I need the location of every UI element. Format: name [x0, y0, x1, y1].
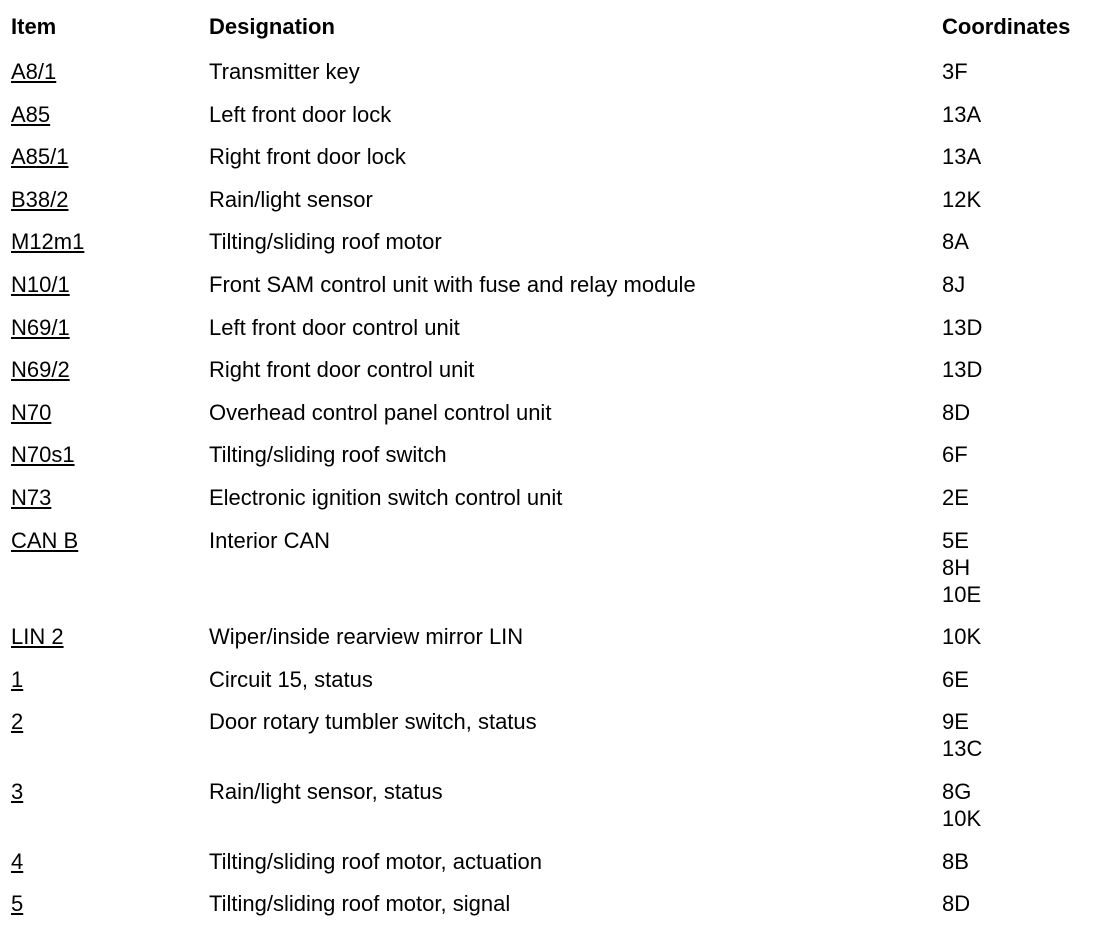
- coordinates-cell: [942, 666, 969, 693]
- coordinate-value: 3F: [942, 59, 968, 84]
- item-link[interactable]: A85: [11, 101, 51, 127]
- item-link[interactable]: 1: [11, 666, 24, 692]
- designation-text: Tilting/sliding roof motor, actuation: [209, 848, 543, 874]
- item-link[interactable]: N70: [11, 399, 52, 425]
- coordinates-cell: [942, 143, 981, 170]
- item-link[interactable]: M12m1: [11, 229, 85, 255]
- coordinates-cell: [942, 314, 982, 341]
- coordinates-cell: [942, 623, 981, 650]
- coordinate-value: 13A: [942, 101, 982, 127]
- item-link[interactable]: N73: [11, 485, 52, 510]
- designation-text: Front SAM control unit with fuse and relay module: [209, 272, 696, 297]
- item-link[interactable]: A8/1: [11, 59, 57, 84]
- designation-text: Left front door lock: [209, 101, 392, 127]
- designation-text: Tilting/sliding roof switch: [209, 442, 447, 468]
- designation-text: Tilting/sliding roof motor, signal: [209, 891, 511, 917]
- coordinate-value: 6F: [942, 442, 968, 468]
- coordinates-cell: [942, 441, 968, 468]
- coordinate-value: 6E: [942, 666, 969, 692]
- designation-text: Wiper/inside rearview mirror LIN: [209, 624, 524, 650]
- coordinate-value: 10K: [942, 806, 982, 831]
- coordinate-value: 8J: [942, 272, 966, 297]
- item-link[interactable]: B38/2: [11, 186, 69, 212]
- designation-text: Right front door lock: [209, 144, 406, 170]
- coordinates-cell: [942, 228, 969, 255]
- designation-text: Left front door control unit: [209, 314, 460, 340]
- coordinate-value: 2E: [942, 485, 969, 510]
- coordinates-cell: [942, 527, 981, 608]
- coordinates-cell: [942, 399, 970, 426]
- item-link[interactable]: N10/1: [11, 272, 70, 297]
- item-link[interactable]: 3: [11, 779, 24, 804]
- coordinate-value: 13D: [942, 314, 983, 340]
- coordinate-value: 10K: [942, 624, 982, 650]
- designation-text: Overhead control panel control unit: [209, 399, 552, 425]
- coordinate-value: 8D: [942, 891, 971, 917]
- coordinate-value: 12K: [942, 186, 982, 212]
- item-link[interactable]: N69/1: [11, 314, 70, 340]
- coordinates-cell: [942, 356, 982, 383]
- item-link[interactable]: N69/2: [11, 357, 70, 383]
- coordinate-value: 13D: [942, 357, 983, 383]
- coordinates-cell: [942, 890, 970, 917]
- designation-text: Transmitter key: [209, 59, 360, 84]
- coordinates-cell: [942, 271, 965, 298]
- coordinate-value: 8H: [942, 554, 971, 580]
- item-link[interactable]: N70s1: [11, 442, 75, 468]
- item-link[interactable]: 4: [11, 848, 24, 874]
- coordinate-value: 8D: [942, 399, 971, 425]
- coordinate-value: 10E: [942, 581, 982, 607]
- header-designation: Designation: [209, 14, 335, 39]
- coordinate-value: 9E: [942, 709, 969, 735]
- designation-text: Rain/light sensor: [209, 186, 373, 212]
- item-link[interactable]: A85/1: [11, 144, 69, 170]
- coordinates-cell: [942, 101, 981, 128]
- designation-text: Rain/light sensor, status: [209, 779, 443, 804]
- item-link[interactable]: 5: [11, 891, 24, 917]
- coordinates-cell: [942, 708, 982, 762]
- coordinates-cell: [942, 58, 968, 85]
- coordinates-cell: [942, 484, 969, 511]
- coordinate-value: 8G: [942, 779, 972, 804]
- designation-text: Circuit 15, status: [209, 666, 373, 692]
- coordinates-cell: [942, 848, 969, 875]
- item-link[interactable]: CAN B: [11, 527, 79, 553]
- coordinate-value: 13A: [942, 144, 982, 170]
- designation-text: Electronic ignition switch control unit: [209, 485, 563, 510]
- header-item: Item: [11, 14, 57, 39]
- coordinate-value: 13C: [942, 736, 983, 762]
- item-link[interactable]: 2: [11, 709, 24, 735]
- coordinate-value: 5E: [942, 527, 969, 553]
- designation-text: Interior CAN: [209, 527, 331, 553]
- coordinate-value: 8B: [942, 848, 969, 874]
- header-coordinates: Coordinates: [942, 14, 1071, 39]
- coordinates-cell: [942, 778, 981, 832]
- designation-text: Tilting/sliding roof motor: [209, 229, 442, 255]
- coordinates-cell: [942, 186, 981, 213]
- coordinate-value: 8A: [942, 229, 969, 255]
- item-link[interactable]: LIN 2: [11, 624, 64, 650]
- designation-text: Door rotary tumbler switch, status: [209, 709, 537, 735]
- designation-text: Right front door control unit: [209, 357, 475, 383]
- table-header: [0, 14, 1120, 42]
